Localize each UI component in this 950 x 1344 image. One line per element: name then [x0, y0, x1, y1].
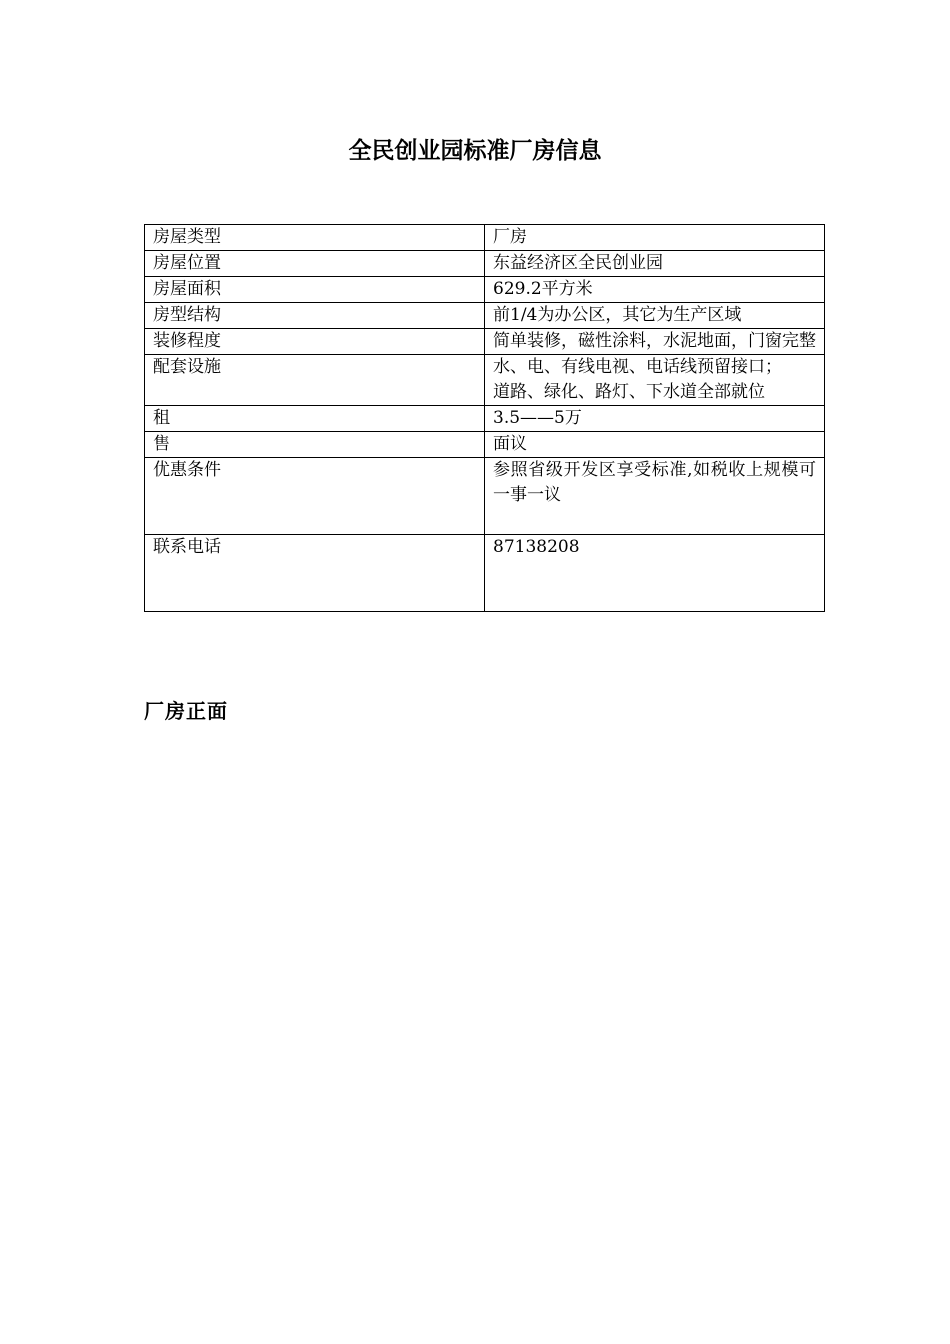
- page-title: 全民创业园标准厂房信息: [348, 138, 602, 164]
- value-line: 道路、绿化、路灯、下水道全部就位: [493, 382, 765, 402]
- table-row: [145, 303, 825, 329]
- table-row: [145, 458, 825, 535]
- row-label-sale: 售: [145, 432, 485, 458]
- section-heading: 厂房正面: [144, 699, 228, 723]
- row-label-structure: 房型结构: [145, 303, 485, 329]
- row-value-area: [485, 277, 825, 303]
- table-row: [145, 355, 825, 406]
- row-label-type: 房屋类型: [145, 225, 485, 251]
- row-value-decoration: [485, 329, 825, 355]
- property-info-table: [144, 224, 825, 612]
- table-row: [145, 329, 825, 355]
- row-value-location: [485, 251, 825, 277]
- value-line: 简单装修，磁性涂料，水泥地面，门窗完整: [493, 331, 816, 351]
- table-row: [145, 535, 825, 612]
- row-value-structure: [485, 303, 825, 329]
- table-row: [145, 251, 825, 277]
- row-label-facilities: 配套设施: [145, 355, 485, 406]
- row-label-area: 房屋面积: [145, 277, 485, 303]
- row-value-type: [485, 225, 825, 251]
- row-label-incentives: 优惠条件: [145, 458, 485, 535]
- value-line: 水、电、有线电视、电话线预留接口；: [493, 357, 782, 377]
- table-row: [145, 432, 825, 458]
- row-label-decoration: 装修程度: [145, 329, 485, 355]
- row-label-location: 房屋位置: [145, 251, 485, 277]
- value-line: 参照省级开发区享受标准,如税收上规模可一事一议: [493, 460, 816, 505]
- row-label-phone: 联系电话: [145, 535, 485, 612]
- value-line: 东益经济区全民创业园: [493, 253, 663, 273]
- value-line: 面议: [493, 434, 527, 454]
- value-line: 629.2平方米: [493, 279, 593, 299]
- row-value-phone: [485, 535, 825, 612]
- table-row: [145, 277, 825, 303]
- value-line: 厂房: [493, 227, 527, 247]
- row-label-rent: 租: [145, 406, 485, 432]
- value-line: 87138208: [493, 537, 580, 557]
- value-line: 3.5——5万: [493, 408, 582, 428]
- row-value-sale: [485, 432, 825, 458]
- table-row: [145, 406, 825, 432]
- value-line: 前1/4为办公区，其它为生产区域: [493, 305, 742, 325]
- row-value-rent: [485, 406, 825, 432]
- row-value-facilities: [485, 355, 825, 406]
- table-row: [145, 225, 825, 251]
- row-value-incentives: [485, 458, 825, 535]
